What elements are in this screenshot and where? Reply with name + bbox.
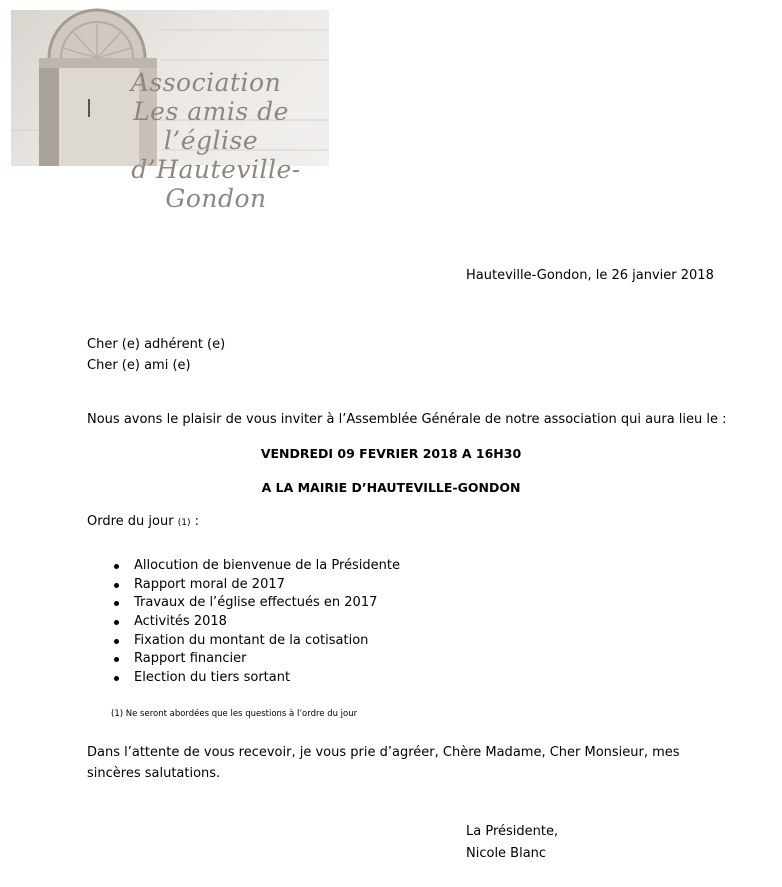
bullet-icon (114, 657, 119, 662)
agenda-item-label: Rapport financier (134, 651, 247, 667)
association-logo (11, 10, 329, 213)
logo-line-2: Les amis de l’église (133, 97, 289, 155)
list-item (114, 632, 400, 651)
logo-line-1: Association (130, 68, 282, 97)
agenda-item-label: Activités 2018 (134, 614, 227, 630)
bullet-icon (114, 639, 119, 644)
list-item (114, 594, 400, 613)
text-cursor (88, 99, 90, 117)
bullet-icon (114, 601, 119, 606)
footnote: (1) Ne seront abordées que les questions à l’ordre du jour (111, 709, 358, 719)
list-item (114, 557, 400, 576)
event-date: VENDREDI 09 FEVRIER 2018 A 16H30 (260, 446, 522, 461)
logo-line-3: d’Hauteville-Gondon (131, 155, 301, 213)
list-item (114, 650, 400, 669)
agenda-item-label: Fixation du montant de la cotisation (134, 632, 369, 648)
bullet-icon (114, 676, 119, 681)
bullet-icon (114, 583, 119, 588)
agenda-item-label: Allocution de bienvenue de la Présidente (134, 558, 401, 573)
signature-name: Nicole Blanc (466, 846, 547, 861)
closing-paragraph: Dans l’attente de vous recevoir, je vous prie d’agréer, Chère Madame, Cher Monsieur, mes sincères salutations. (87, 745, 680, 781)
list-item (114, 669, 400, 688)
bullet-icon (114, 564, 119, 569)
event-location: A LA MAIRIE D’HAUTEVILLE-GONDON (261, 480, 521, 495)
greeting-line-1: Cher (e) adhérent (e) (87, 337, 226, 352)
agenda-heading (87, 514, 199, 529)
agenda-item-label: Election du tiers sortant (134, 670, 291, 686)
agenda-colon: : (190, 514, 199, 529)
bullet-icon (114, 620, 119, 625)
agenda-item-label: Travaux de l’église effectués en 2017 (134, 595, 378, 611)
invitation-paragraph: Nous avons le plaisir de vous inviter à l’Assemblée Générale de notre association qui aura lieu le : (87, 412, 727, 427)
list-item (114, 576, 400, 595)
place-and-date: Hauteville-Gondon, le 26 janvier 2018 (466, 268, 714, 283)
agenda-item-label: Rapport moral de 2017 (134, 576, 285, 592)
greeting-line-2: Cher (e) ami (e) (87, 358, 191, 373)
list-item (114, 613, 400, 632)
agenda-footnote-ref: (1) (177, 518, 191, 528)
signature-title: La Présidente, (466, 824, 559, 839)
agenda-list (114, 557, 400, 688)
agenda-label: Ordre du jour (87, 514, 174, 529)
